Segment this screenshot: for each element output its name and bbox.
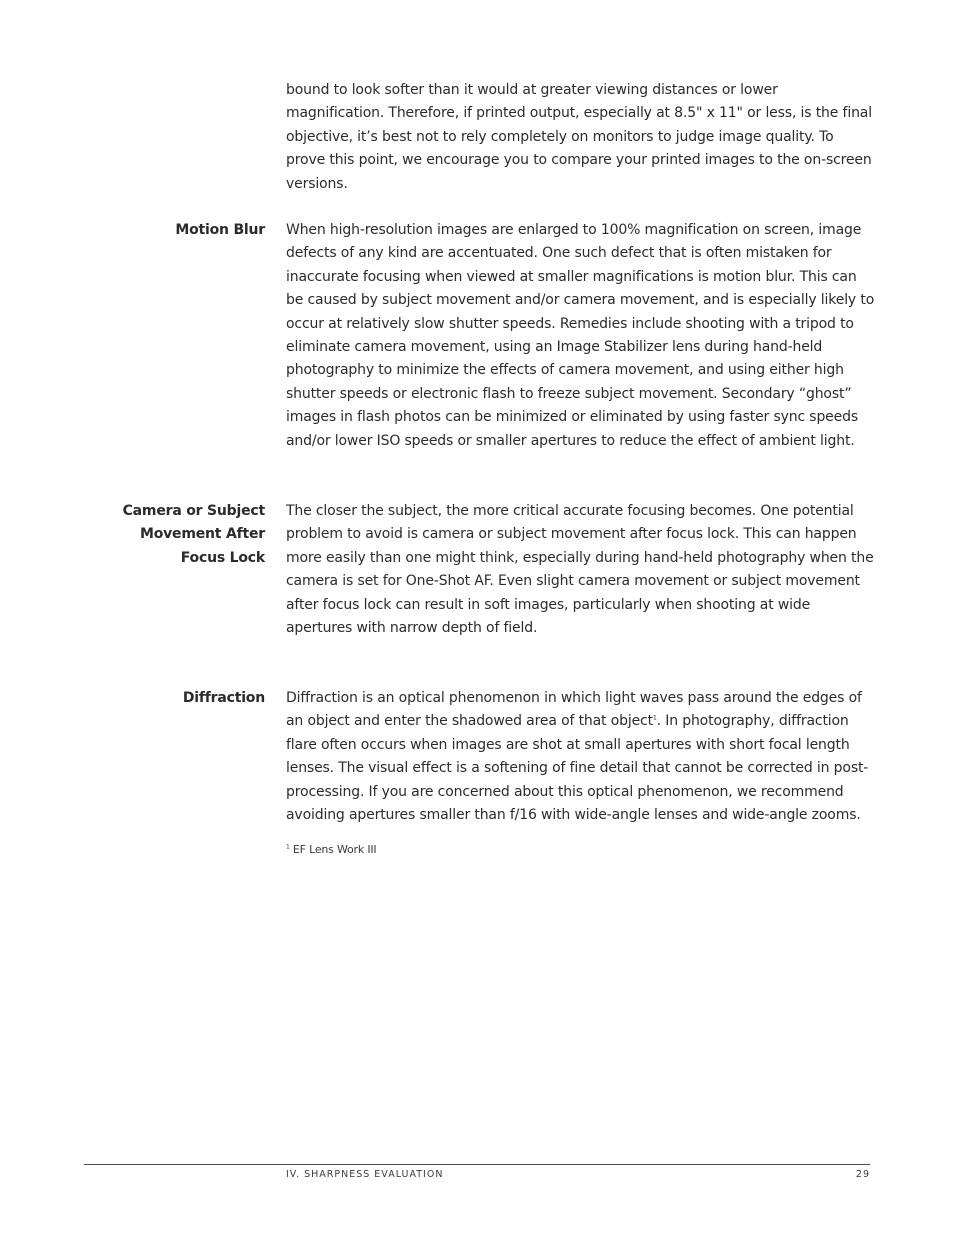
footnote-text: EF Lens Work III (292, 843, 377, 856)
section-body-motion-blur: When high-resolution images are enlarged to 100% magnification on screen, image defects of any kind are accentuated. One such defect that is often mistaken for inaccurate focusing when viewed at smaller magnifications is motion blur. This can be caused by subject movement and/or camera movement, and is especially likely to occur at relatively slow shutter speeds. Remedies include shooting with a tripod to eliminate camera movement, using an Image Stabilizer lens during hand-held photography to minimize the effects of camera movement, and using either high shutter speeds or electronic flash to freeze subject movement. Secondary “ghost” images in flash photos can be minimized or eliminated by using faster sync speeds and/or lower ISO speeds or smaller apertures to reduce the effect of ambient light. (286, 222, 875, 449)
footnote-mark: 1 (286, 843, 290, 851)
diffraction-text-part-1: Diffraction is an optical phenomenon in which light waves pass around the edges of an object and enter the shadowed area of that object (286, 690, 862, 730)
section-heading-camera-movement: Camera or Subject Movement After Focus Lock (122, 503, 265, 566)
footnote-reference-mark: 1 (652, 714, 657, 722)
section-heading-motion-blur: Motion Blur (175, 222, 265, 238)
section-body-camera-movement: The closer the subject, the more critical accurate focusing becomes. One potential problem to avoid is camera or subject movement after focus lock. This can happen more easily than one might think, especially during hand-held photography when the camera is set for One-Shot AF. Even slight camera movement or subject movement after focus lock can result in soft images, particularly when shooting at wide apertures with narrow depth of field. (286, 503, 874, 637)
diffraction-text-part-2: . In photography, diffraction flare often occurs when images are shot at small apertures with short focal length lenses. The visual effect is a softening of fine detail that cannot be corrected in post-processing. If you are concerned about this optical phenomenon, we recommend avoiding apertures smaller than f/16 with wide-angle lenses and wide-angle zooms. (286, 713, 869, 824)
page-number: 29 (855, 1169, 870, 1180)
footer-divider (84, 1164, 870, 1165)
footer-section-title: IV. SHARPNESS EVALUATION (286, 1169, 444, 1180)
section-body-diffraction (286, 687, 876, 827)
section-heading-diffraction: Diffraction (182, 690, 265, 706)
intro-paragraph: bound to look softer than it would at greater viewing distances or lower magnification. Therefore, if printed output, especially at 8.5" x 11" or less, is the final objective, it’s best not to rely completely on monitors to judge image quality. To prove this point, we encourage you to compare your printed images to the on-screen versions. (286, 82, 872, 192)
footnote (286, 843, 376, 857)
